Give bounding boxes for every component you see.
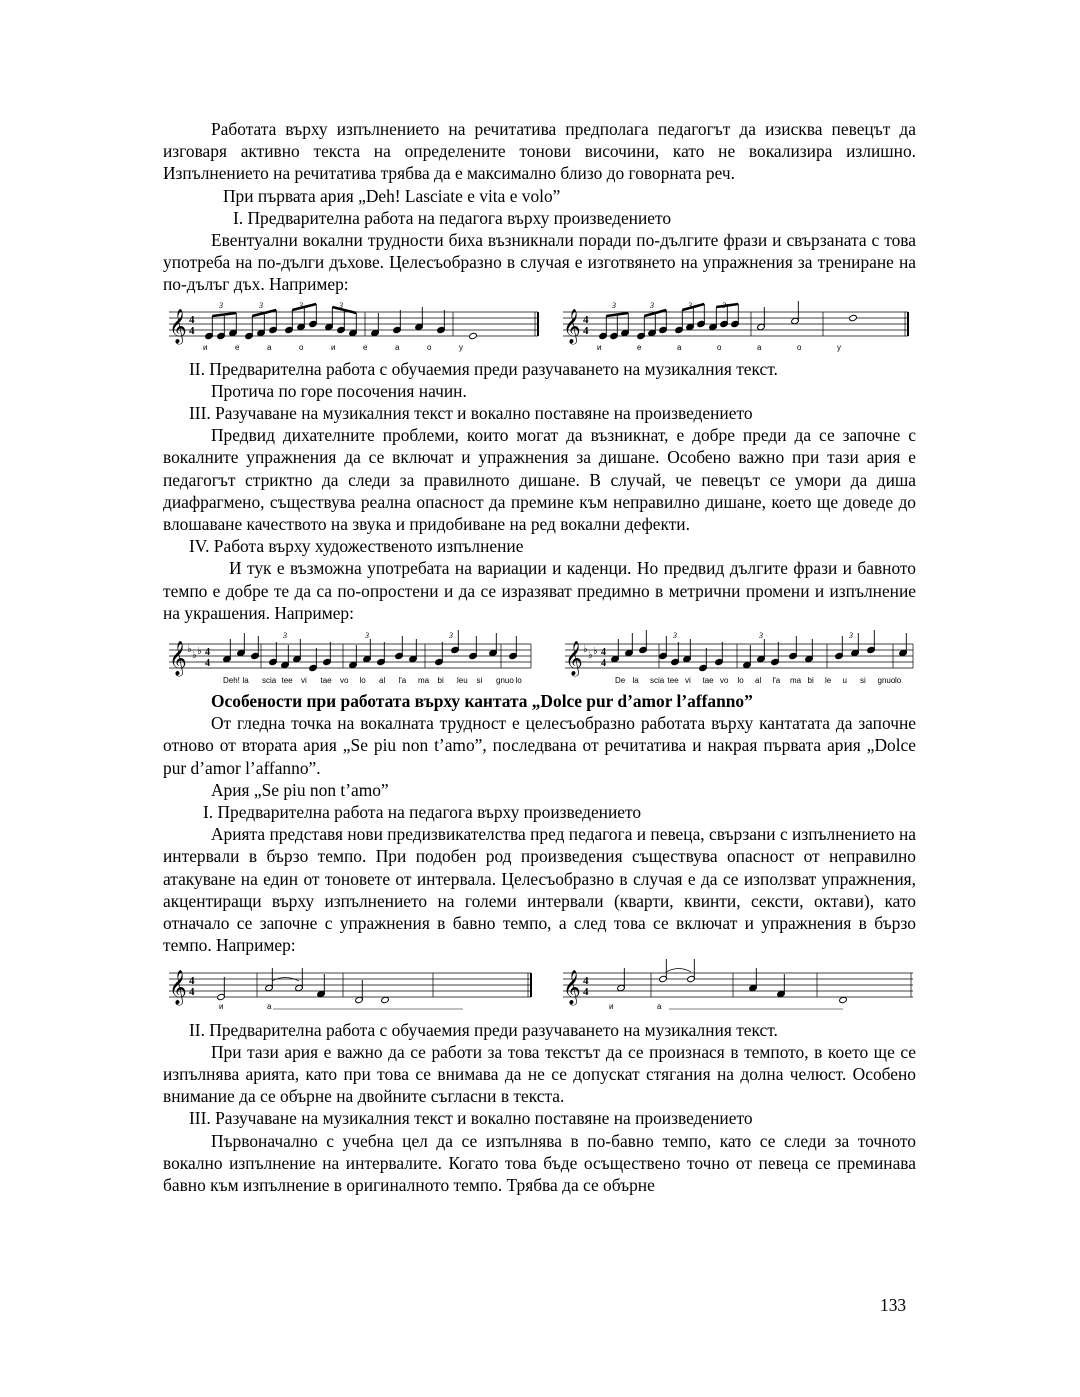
section-heading: IV. Работа върху художественото изпълнение xyxy=(189,536,524,557)
paragraph: Протича по горе посочения начин. xyxy=(211,380,467,401)
paragraph: Работата върху изпълнението на речитатива предполага педагогът да изисква певецът да изговаря активно текста на определените тонови височини, като не вокализира излишно. Изпълнението на речитатива трябва да е максимално близо до говорната реч. xyxy=(163,119,916,184)
svg-text:4: 4 xyxy=(205,647,210,659)
paragraph: От гледна точка на вокалната трудност е целесъобразно работата върху кантатата да започне отново от втората ария „Se piu non t’amo”, последвана от речитатива и накрая първата ария „Dolce pur d’amor l’affanno”. xyxy=(163,713,916,778)
lyric-syllable: si xyxy=(476,676,483,686)
note-head xyxy=(849,314,858,321)
lyric-syllable: Deh! xyxy=(223,676,240,686)
lyric-syllable: а xyxy=(757,342,762,352)
svg-text:4: 4 xyxy=(189,985,195,998)
lyric-syllable: scia xyxy=(262,676,277,686)
lyric-syllable: а xyxy=(677,342,682,352)
lyric-syllable: vi xyxy=(301,676,307,686)
paragraph: Първоначално с учебна цел да се изпълнява в по-бавно темпо, като се следи за точното вокално изпълнение на интервалите. Когато това бъде осъществено точно от певеца се преминава бавно към изпълнение в оригиналното темпо. Трябва да се обърне xyxy=(163,1130,916,1195)
svg-text:3: 3 xyxy=(612,300,616,310)
section-heading: I. Предварителна работа на педагога върху произведението xyxy=(233,207,672,228)
paragraph: Ария „Se piu non t’amo” xyxy=(211,779,389,800)
lyric-syllable: ma xyxy=(418,676,430,686)
lyric-syllable: о xyxy=(299,342,304,352)
treble-clef-icon: 𝄞 xyxy=(563,308,581,344)
lyric-syllable: tee xyxy=(667,676,679,686)
lyric-syllable: gnuo xyxy=(877,676,896,686)
treble-clef-icon: 𝄞 xyxy=(169,641,187,677)
svg-text:3: 3 xyxy=(283,631,287,641)
music-staff-svg xyxy=(163,298,916,354)
lyric-syllable: la xyxy=(242,676,249,686)
lyric-syllable: l'a xyxy=(398,676,407,686)
lyric-syllable: vi xyxy=(685,676,691,686)
treble-clef-icon: 𝄞 xyxy=(565,641,583,677)
lyric-syllable: у xyxy=(837,342,841,352)
lyric-syllable: о xyxy=(427,342,432,352)
lyric-syllable: а xyxy=(267,342,272,352)
lyric-syllable: al xyxy=(755,676,762,686)
music-staff-svg xyxy=(163,959,916,1015)
paragraph: И тук е възможна употребата на вариации и каденци. Но предвид дългите фрази и бавното темпо е добре те да са по-опростени и да се изразяват предимно в метрични промени и изпълнение на украшения. Например: xyxy=(163,558,916,623)
section-heading: III. Разучаване на музикалния текст и вокално поставяне на произведението xyxy=(189,403,753,424)
lyric-syllable: и xyxy=(203,342,208,352)
lyric-syllable: tae xyxy=(320,676,332,686)
section-title: Особености при работата върху кантата „Dolce pur d’amor l’affanno” xyxy=(211,691,753,712)
section-heading: III. Разучаване на музикалния текст и вокално поставяне на произведението xyxy=(189,1108,753,1129)
music-example-ornaments xyxy=(163,626,916,686)
lyric-syllable: lo xyxy=(737,676,744,686)
lyric-syllable: ma xyxy=(790,676,802,686)
lyric-syllable: la xyxy=(632,676,639,686)
lyric-syllable: le xyxy=(825,676,832,686)
svg-text:♭: ♭ xyxy=(593,646,598,658)
lyric-syllable: gnuo xyxy=(496,676,514,686)
paragraph: Арията представя нови предизвикателства пред педагога и певеца, свързани с изпълнението на интервали в бързо темпо. При подобен род произведения съществува опасност от неправилно атакуване на един от тоновете от интервала. Целесъобразно в случая е да се използват упражнения, акцентиращи върху изпълнението на големи интервали (кварти, квинти, сексти, октави), като отначало се започне с упражнения в бавно темпо, а след това се включат и упражнения в бързо темпо. Например: xyxy=(163,824,916,956)
lyric-syllable: и xyxy=(597,342,602,352)
lyric-syllable: а xyxy=(657,1001,662,1011)
music-staff-svg xyxy=(163,626,916,686)
svg-text:4: 4 xyxy=(189,974,195,987)
treble-clef-icon: 𝄞 xyxy=(563,969,581,1005)
page-body xyxy=(163,118,916,1196)
svg-text:4: 4 xyxy=(583,985,589,998)
treble-clef-icon: 𝄞 xyxy=(169,969,187,1005)
lyric-syllable: si xyxy=(860,676,866,686)
lyric-syllable: и xyxy=(331,342,336,352)
section-heading: II. Предварителна работа с обучаемия преди разучаването на музикалния текст. xyxy=(189,358,778,379)
lyric-syllable: lo xyxy=(515,676,522,686)
svg-text:4: 4 xyxy=(189,313,195,326)
svg-text:4: 4 xyxy=(205,658,210,670)
svg-text:3: 3 xyxy=(219,300,223,310)
lyric-syllable: leu xyxy=(457,676,468,686)
lyric-syllable: De xyxy=(615,676,626,686)
svg-text:3: 3 xyxy=(449,631,453,641)
svg-text:♭: ♭ xyxy=(588,650,593,662)
svg-text:4: 4 xyxy=(189,324,195,337)
lyric-syllable: tae xyxy=(702,676,714,686)
note-head xyxy=(839,996,848,1003)
lyric-syllable: а xyxy=(267,1001,272,1011)
lyric-syllable: lo xyxy=(895,676,902,686)
lyric-syllable: и xyxy=(609,1001,614,1011)
paragraph: При тази ария е важно да се работи за това текстът да се произнася в темпото, в което ще се изпълнява арията, като при това се внимава да не се допускат стягания на долна челюст. Особено внимание да се обърне на двойните съгласни в текста. xyxy=(163,1041,916,1107)
svg-text:3: 3 xyxy=(299,300,303,310)
svg-text:4: 4 xyxy=(601,647,606,659)
svg-text:4: 4 xyxy=(583,313,589,326)
svg-text:♭: ♭ xyxy=(192,650,197,662)
page-number: 133 xyxy=(880,1295,907,1315)
lyric-syllable: е xyxy=(637,342,642,352)
paragraph: При първата ария „Deh! Lasciate e vita e volo” xyxy=(223,185,561,206)
treble-clef-icon: 𝄞 xyxy=(169,308,187,344)
svg-text:3: 3 xyxy=(849,631,853,641)
svg-text:3: 3 xyxy=(650,300,654,310)
lyric-syllable: е xyxy=(363,342,368,352)
svg-text:3: 3 xyxy=(673,631,677,641)
lyric-syllable: vo xyxy=(340,676,349,686)
lyric-syllable: l'a xyxy=(772,676,781,686)
svg-text:3: 3 xyxy=(688,300,692,310)
lyric-syllable: vo xyxy=(720,676,729,686)
svg-text:4: 4 xyxy=(583,324,589,337)
svg-text:3: 3 xyxy=(759,631,763,641)
lyric-syllable: lo xyxy=(359,676,366,686)
svg-text:4: 4 xyxy=(601,658,606,670)
lyric-syllable: tee xyxy=(281,676,293,686)
lyric-syllable: bi xyxy=(437,676,444,686)
section-heading: I. Предварителна работа на педагога върху произведението xyxy=(203,802,642,823)
lyric-syllable: bi xyxy=(807,676,814,686)
lyric-syllable: а xyxy=(395,342,400,352)
svg-text:♭: ♭ xyxy=(197,646,202,658)
note-head xyxy=(469,332,478,339)
svg-text:4: 4 xyxy=(583,974,589,987)
music-example-breathing xyxy=(163,298,916,354)
svg-text:3: 3 xyxy=(339,300,343,310)
lyric-syllable: u xyxy=(842,676,847,686)
lyric-syllable: о xyxy=(797,342,802,352)
svg-text:♭: ♭ xyxy=(583,644,588,656)
lyric-syllable: е xyxy=(235,342,240,352)
svg-text:3: 3 xyxy=(365,631,369,641)
lyric-syllable: scia xyxy=(650,676,665,686)
lyric-syllable: al xyxy=(379,676,386,686)
lyric-syllable: о xyxy=(717,342,722,352)
lyric-syllable: и xyxy=(219,1001,224,1011)
paragraph: Предвид дихателните проблеми, които могат да възникнат, е добре преди да се започне с вокалните упражнения да се включат и упражнения за дишане. Особено важно при тази ария е педагогът стриктно да следи за правилното дишане. В случай, че певецът се умори да диша диафрагмено, съществува реална опасност да премине към неправилно дишане, което ще доведе до влошаване качеството на звука и придобиване на ред вокални дефекти. xyxy=(163,425,916,535)
paragraph: Евентуални вокални трудности биха възникнали поради по-дългите фрази и свързаната с това употреба на по-дълги дъхове. Целесъобразно в случая е изготвянето на упражнения за трениране на по-дълъг дъх. Например: xyxy=(163,230,916,295)
lyric-syllable: у xyxy=(459,342,463,352)
svg-text:3: 3 xyxy=(722,300,726,310)
svg-text:3: 3 xyxy=(259,300,263,310)
note-head xyxy=(381,996,390,1003)
svg-text:♭: ♭ xyxy=(187,644,192,656)
music-example-intervals xyxy=(163,959,916,1015)
section-heading: II. Предварителна работа с обучаемия преди разучаването на музикалния текст. xyxy=(189,1019,778,1040)
